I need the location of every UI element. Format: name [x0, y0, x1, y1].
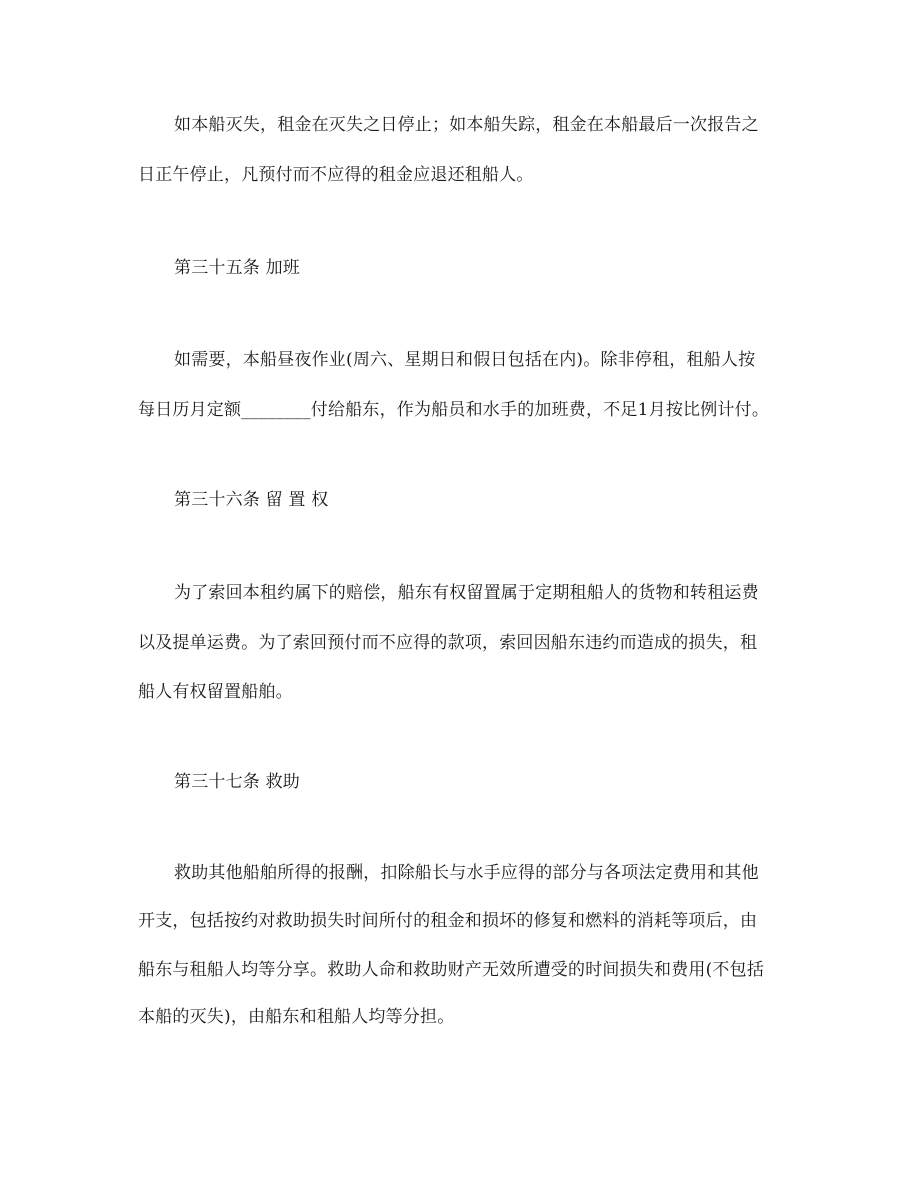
paragraph-line: 以及提单运费。为了索回预付而不应得的款项，索回因船东违约而造成的损失，租: [138, 633, 758, 653]
paragraph-line: 船人有权留置船舶。: [138, 682, 293, 702]
paragraph-line: 如本船灭失，租金在灭失之日停止；如本船失踪，租金在本船最后一次报告之: [174, 115, 759, 135]
paragraph-line: 如需要，本船昼夜作业(周六、星期日和假日包括在内)。除非停租，租船人按: [174, 350, 756, 370]
paragraph-line: 为了索回本租约属下的赔偿，船东有权留置属于定期租船人的货物和转租运费: [174, 583, 759, 603]
paragraph-line: 开支，包括按约对救助损失时间所付的租金和损坏的修复和燃料的消耗等项后，由: [138, 911, 758, 931]
paragraph-line: 救助其他船舶所得的报酬，扣除船长与水手应得的部分与各项法定费用和其他: [174, 863, 759, 883]
article-37-heading: 第三十七条 救助: [174, 772, 301, 792]
paragraph-line: 船东与租船人均等分享。救助人命和救助财产无效所遭受的时间损失和费用(不包括: [138, 960, 765, 980]
article-36-heading: 第三十六条 留 置 权: [174, 490, 329, 510]
paragraph-line: 每日历月定额________付给船东，作为船员和水手的加班费，不足1月按比例计付。: [138, 400, 770, 420]
paragraph-line: 日正午停止，凡预付而不应得的租金应退还租船人。: [138, 165, 534, 185]
article-35-heading: 第三十五条 加班: [174, 258, 301, 278]
paragraph-line: 本船的灭失)，由船东和租船人均等分担。: [138, 1007, 455, 1027]
